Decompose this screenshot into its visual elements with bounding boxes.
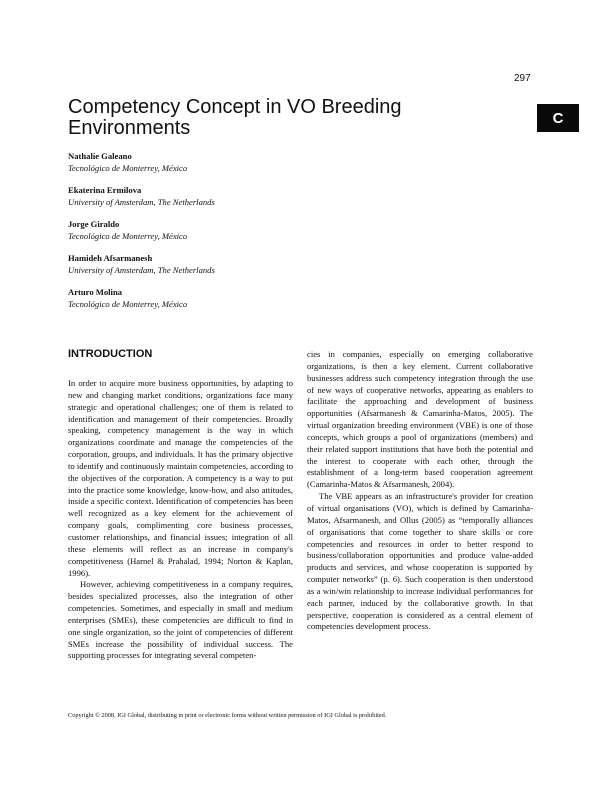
author-list bbox=[68, 150, 368, 320]
author-block bbox=[68, 150, 368, 184]
author-name: Jorge Giraldo bbox=[68, 219, 120, 229]
author-affiliation: Tecnológico de Monterrey, México bbox=[68, 163, 188, 173]
page-title: Competency Concept in VO Breeding Environments bbox=[68, 96, 402, 139]
page-number: 297 bbox=[514, 73, 531, 84]
right-column bbox=[307, 349, 533, 633]
left-column bbox=[68, 347, 293, 662]
author-block bbox=[68, 184, 368, 218]
body-paragraph: cies in companies, especially on emerging collaborative organizations, is then a key element. Current collaborative businesses address such competency integration through the use of new ways of cooperative networks, appearing as enablers to facilitate the approaching and development of business opportunities (Afsarmanesh & Camarinha-Matos, 2005). The virtual organization breeding environment (VBE) is one of those concepts, which groups a pool of organizations (members) and their related support institutions that have both the potential and the interest to cooperate with each other, through the establishment of a long-term based cooperation agreement (Camarinha-Matos & Afsarmanesh, 2004). bbox=[307, 349, 533, 490]
body-paragraph: However, achieving competitiveness in a company requires, besides specialized processes, also the integration of other competencies. Sometimes, and especially in small and medium enterprises (SMEs), these competencies are difficult to find in one single organization, so the joint of competencies of different SMEs increase the possibility of individual success. The supporting processes for integrating several competen- bbox=[68, 579, 293, 661]
author-affiliation: University of Amsterdam, The Netherlands bbox=[68, 265, 215, 275]
author-block bbox=[68, 218, 368, 252]
author-affiliation: Tecnológico de Monterrey, México bbox=[68, 299, 188, 309]
section-heading-introduction: INTRODUCTION bbox=[68, 348, 153, 360]
author-name: Arturo Molina bbox=[68, 287, 123, 297]
body-paragraph: In order to acquire more business opportunities, by adapting to new and changing market conditions, organizations face many strategic and operational challenges; one of them is related to identification and management of their competencies. Broadly speaking, competency management is the way in which organizations coordinate and manage the competencies of the corporation, groups, and individuals. It has the primary objective to identify and continuously maintain competencies, according to the objectives of the corporation. A competency is a way to put into the practice some knowledge, know-how, and also attitudes, inside a specific context. Identification of competencies has been well recognized as a key element for the achievement of company goals, complimenting core business processes, customer relationships, and financial issues; integration of all these elements will reflect as an increase in company's competitiveness (Harnel & Prahalad, 1994; Norton & Kaplan, 1996). bbox=[68, 378, 293, 578]
author-name: Nathalíe Galeano bbox=[68, 151, 132, 161]
author-block bbox=[68, 286, 368, 320]
author-block bbox=[68, 252, 368, 286]
section-tab: C bbox=[537, 104, 579, 132]
copyright-notice: Copyright © 2008, IGI Global, distributing in print or electronic forms without written permission of IGI Global is prohibited. bbox=[68, 712, 387, 719]
author-affiliation: Tecnológico de Monterrey, México bbox=[68, 231, 188, 241]
author-name: Ekaterina Ermilova bbox=[68, 185, 142, 195]
author-name: Hamideh Afsarmanesh bbox=[68, 253, 153, 263]
body-paragraph: The VBE appears as an infrastructure's provider for creation of virtual organisations (VO), which is defined by Camarinha-Matos, Afsarmanesh, and Ollus (2005) as “temporally alliances of organisations that come together to share skills or core competencies and resources in order to better respond to business/collaboration opportunities and produce value-added products and services, and whose cooperation is supported by computer networks” (p. 6). Such cooperation is then understood as a win/win relationship to increase individual performances for each partner, induced by the collaborative growth. In that perspective, cooperation is considered as a central element of competencies development process. bbox=[307, 491, 533, 632]
author-affiliation: University of Amsterdam, The Netherlands bbox=[68, 197, 215, 207]
